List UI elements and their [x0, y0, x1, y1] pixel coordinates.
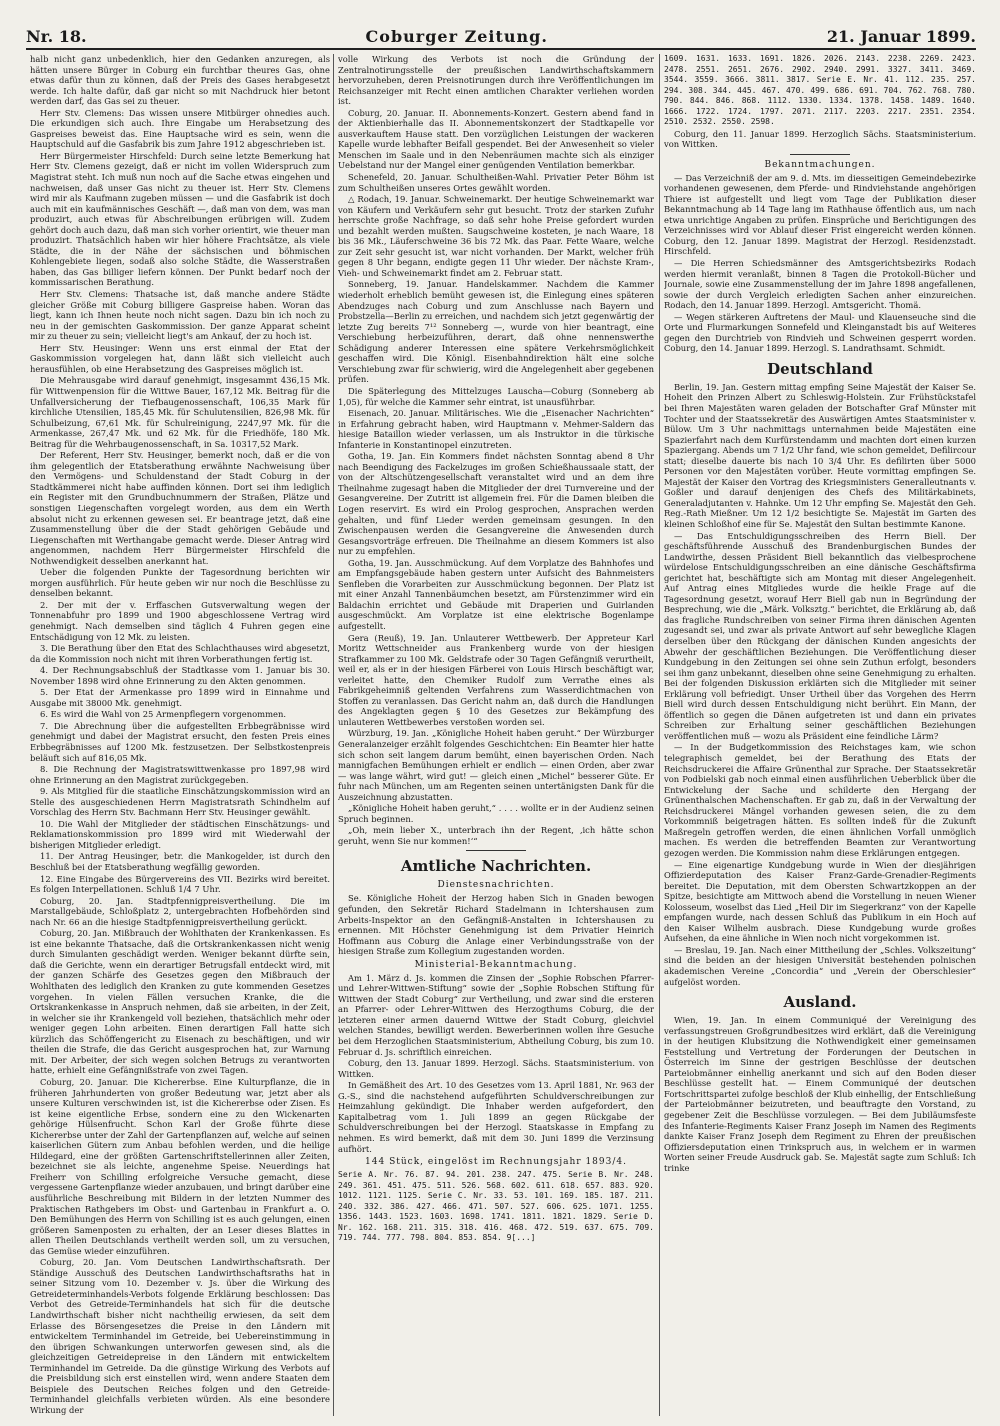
sub-heading: Dienstesnachrichten.: [437, 880, 555, 891]
news-item: △ Rodach, 19. Januar. Schweinemarkt. Der heutige Schweinemarkt war von Käufern und Verkäufern sehr gut besucht. Trotz der starken Zufuhr herrschte große Nachfrage, so daß sehr hohe Preise gefordert wurden und bezahlt werden mußten. Saugschweine kosteten, je nach Waare, 18 bis 36 Mk., Läuferschweine 36 bis 72 Mk. das Paar. Fette Waare, welche zur Zeit sehr gesucht ist, war nicht vorhanden. Der Markt, welcher früh gegen 8 Uhr begann, endigte gegen 11 Uhr wieder. Der nächste Kram-, Vieh- und Schweinemarkt findet am 2. Februar statt.: [338, 194, 654, 278]
news-item: Coburg, 20. Januar. Die Kichererbse. Eine Kulturpflanze, die in früheren Jahrhunderten von großer Bedeutung war, jetzt aber als unsere Kulturen verschwinden ist, ist die Kichererbse oder Zisen. Es ist keine eigentliche Erbse, sondern eine zu den Wickenarten gehörige Hülsenfrucht. Schon Karl der Große führte diese Kichererbse unter der Zahl der Gartenpflanzen auf, welche auf seinen kaiserlichen Gütern zum Anbau befohlen werden, und die heilige Hildegard, eine der größten Gartenschriftstellerinnen aller Zeiten, bezeichnet sie als leichte, angenehme Speise. Neuerdings hat Freiherr von Schilling erfolgreiche Versuche gemacht, diese vergessene Gartenpflanze wieder anzubauen, und bringt darüber eine ausführliche Beschreibung mit Bildern in der letzten Nummer des Praktischen Rathgebers im Obst- und Gartenbau in Frankfurt a. O. Den Bemühungen des Herrn von Schilling ist es auch gelungen, einen größeren Samenposten zu erhalten, der an Leser dieses Blattes in allen Theilen Deutschlands vertheilt werden soll, um zu versuchen, das Gemüse wieder einzuführen.: [30, 1076, 330, 1256]
article-paragraph: Herr Bürgermeister Hirschfeld: Durch seine letzte Bemerkung hat Herr Stv. Clemens gezeigt, daß er nicht im vollen Widerspruch zum Magistrat steht. Ich muß nun noch auf die Sache etwas eingehen und nachweisen, daß unser Gas nicht zu theuer ist. Herr Stv. Clemens wird mir als Kaufmann zugeben müssen — und die Gasfabrik ist doch auch mit ein kaufmännisches Geschäft —, daß man von dem, was man produzirt, auch etwas für Abschreibungen erübrigen will. Zudem gehört doch auch dazu, daß man sich vorher orientirt, wie theuer man produzirt. Thatsächlich haben wir hier höhere Frachtsätze, als viele Städte, die in der Nähe der sächsischen und böhmischen Kohlengebiete liegen, sodaß also solche Städte, die Wasserstraßen haben, das Gas billiger liefern können. Der Punkt bedarf noch der kommissarischen Berathung.: [30, 150, 330, 288]
signature-line: Coburg, den 11. Januar 1899. Herzoglich Sächs. Staatsministerium. von Wittken.: [664, 128, 976, 150]
agenda-item: 8. Die Rechnung der Magistratswittwenkasse pro 1897,98 wird ohne Erinnerung an den Magistrat zurückgegeben.: [30, 764, 330, 785]
agenda-item: 7. Die Abrechnung über die aufgestellten Erbbegräbnisse wird genehmigt und dabei der Magistrat ersucht, den festen Preis eines Erbbegräbnisses auf 1200 Mk. festzusetzen. Der Selbstkostenpreis beläuft sich auf 816,05 Mk.: [30, 720, 330, 763]
news-item: Berlin, 19. Jan. Gestern mittag empfing Seine Majestät der Kaiser Se. Hoheit den Prinzen Albert zu Schleswig-Holstein. Zur Frühstückstafel bei Ihren Majestäten waren geladen der Botschafter Graf Münster mit Tochter und der Staatssekretär des Auswärtigen Amtes Staatsminister v. Bülow. Um 3 Uhr nachmittags unternahmen beide Majestäten eine Spazierfahrt nach dem Kurfürstendamm und machten dort einen kurzen Spaziergang. Abends um 7 1/2 Uhr fand, wie schon gemeldet, Defilircour statt; dieselbe dauerte bis nach 10 3/4 Uhr. Es defilirten über 5000 Personen vor den Majestäten vorüber. Heute vormittag empfingen Se. Majestät der Kaiser den Vortrag des Kriegsministers Generalleutnants v. Goßler und darauf denjenigen des Chefs des Militärkabinets, Generaladjutanten v. Hahnke. Um 12 Uhr empfing Se. Majestät den Geh. Reg.-Rath Mießner. Um 12 1/2 besichtigte Se. Majestät im Garten des kleinen Schloßhof eine für Se. Majestät den Sultan bestimmte Kanone.: [664, 381, 976, 529]
official-notice: Se. Königliche Hoheit der Herzog haben Sich in Gnaden bewogen gefunden, den Sekretär Richard Stadelmann in Ichtershausen zum Arbeits-Inspektor an den Gefängniß-Anstalten in Ichtershausen zu ernennen. Mit Höchster Genehmigung ist dem Privatier Heinrich Hoffmann aus Coburg die Anlage einer Verbindungsstraße von der hiesigen Straße zum Kollegium zugestanden worden.: [338, 893, 654, 957]
sub-heading: 144 Stück, eingelöst im Rechnungsjahr 1893/4.: [365, 1157, 627, 1168]
news-item: Coburg, 20. Jan. Stadtpfennigpreisvertheilung. Die im Marstallgebäude, Schloßplatz 2, untergebrachten Hofbehörden sind nach Nr. 66 an die hiesige Stadtpfennigpreisvertheilung gerückt.: [30, 895, 330, 927]
article-paragraph: Die Mehrausgabe wird darauf genehmigt, insgesammt 436,15 Mk. für Wittwenpension für die Wittwe Bauer, 167,12 Mk. Beitrag für die Unfallversicherung der Tiefbaugenossenschaft, 106,35 Mark für kirchliche Utensilien, 185,45 Mk. für Schulutensilien, 826,98 Mk. für Schulbeizung, 67,61 Mk. für Schulreinigung, 2247,97 Mk. für die Armenkasse, 267,47 Mk. und 62 Mk. für die Friedhöfe, 180 Mk. Beitrag für die Wehrbaugenossenschaft, in Sa. 10317,52 Mark.: [30, 375, 330, 449]
article-paragraph: Herr Stv. Heusinger: Wenn uns erst einmal der Etat der Gaskommission vorgelegen hat, dann läßt sich vielleicht auch herausfühlen, ob eine Herabsetzung des Gaspreises möglich ist.: [30, 342, 330, 374]
article-paragraph: halb nicht ganz unbedenklich, hier den Gedanken anzuregen, als hätten unsere Bürger in Coburg ein furchtbar theures Gas, ohne etwas dafür thun zu können, daß der Preis des Gases herabgesetzt werde. Ich halte dafür, daß gar nicht so mit Nachdruck hier betont werden darf, das Gas sei zu theuer.: [30, 54, 330, 107]
column-2: [338, 54, 654, 1416]
sub-heading: Bekanntmachungen.: [764, 159, 876, 170]
official-notice: Coburg, den 13. Januar 1899. Herzogl. Sächs. Staatsministerium. von Wittken.: [338, 1058, 654, 1079]
column-divider: [333, 54, 334, 1416]
agenda-item: 10. Die Wahl der Mitglieder der städtischen Einschätzungs- und Reklamationskommission pro 1899 wird mit Wiederwahl der bisherigen Mitglieder erledigt.: [30, 818, 330, 850]
news-item: Schenefeld, 20. Januar. Schultheißen-Wahl. Privatier Peter Böhm ist zum Schultheißen unseres Ortes gewählt worden.: [338, 172, 654, 193]
issue-number: Nr. 18.: [26, 27, 87, 46]
official-notice: — Die Herren Schiedsmänner des Amtsgerichtsbezirks Rodach werden hiermit veranlaßt, binnen 8 Tagen die Protokoll-Bücher und Journale, sowie eine Zusammenstellung der im Jahre 1898 angefallenen, sowie der durch Vergleich erledigten Sachen anher einzureichen. Rodach, den 14. Januar 1899. Herzogl. Amtsgericht. Thomä.: [664, 257, 976, 311]
article-paragraph: Herr Stv. Clemens: Thatsache ist, daß manche andere Städte gleicher Größe mit Coburg billigere Gaspreise haben. Woran das liegt, kann ich Ihnen heute noch nicht sagen. Dazu bin ich noch zu neu in der gemischten Gaskommission. Der ganze Apparat scheint mir zu theuer zu sein; vielleicht liegt's am Ankauf, der zu hoch ist.: [30, 289, 330, 342]
official-notice: In Gemäßheit des Art. 10 des Gesetzes vom 13. April 1881, Nr. 963 der G.-S., sind die nachstehend aufgeführten Schuldverschreibungen zur Heimzahlung gekündigt. Die Inhaber werden aufgefordert, den Kapitalbetrag vom 1. Juli 1899 an gegen Rückgabe der Schuldverschreibungen bei der Herzogl. Staatskasse in Empfang zu nehmen. Es wird bemerkt, daß mit dem 30. Juni 1899 die Verzinsung aufhört.: [338, 1080, 654, 1154]
separator: [790, 154, 850, 155]
sub-heading: Ministerial-Bekanntmachung.: [414, 959, 578, 970]
news-item: Eisenach, 20. Januar. Militärisches. Wie die „Eisenacher Nachrichten“ in Erfahrung gebracht haben, wird Hauptmann v. Mehmer-Saldern das hiesige Bataillon wieder verlassen, um als Instruktor in die türkische Infanterie in Konstantinopel einzutreten.: [338, 408, 654, 450]
official-notice: — Wegen stärkeren Auftretens der Maul- und Klauenseuche sind die Orte und Flurmarkungen Sonnefeld und Kleinganstadt bis auf Weiteres gegen den Durchtrieb von Rindvieh und Schweinen gesperrt worden. Coburg, den 14. Januar 1899. Herzogl. S. Landrathsamt. Schmidt.: [664, 311, 976, 354]
news-item: Gera (Reuß), 19. Jan. Unlauterer Wettbewerb. Der Appreteur Karl Moritz Wettschneider aus Frankenberg wurde von der hiesigen Strafkammer zu 100 Mk. Geldstrafe oder 30 Tagen Gefängniß verurtheilt, weil er, als er in der hiesigen Färberei von Louis Hirsch beschäftigt war, verleitet hatte, den Chemiker Rudolf zum Verrathe eines als Fabrikgeheimniß geltenden Verfahrens zum Wasserdichtmachen von Stoffen zu veranlassen. Das Gericht nahm an, daß durch die Handlungen des Angeklagten gegen § 10 des Gesetzes zur Bekämpfung des unlauteren Wettbewerbes verstoßen worden sei.: [338, 632, 654, 727]
issue-date: 21. Januar 1899.: [826, 27, 976, 46]
agenda-item: 12. Eine Eingabe des Bürgervereins des VII. Bezirks wird bereitet. Es folgen Interpellationen. Schluß 1/4 7 Uhr.: [30, 873, 330, 895]
agenda-item: 9. Als Mitglied für die staatliche Einschätzungskommission wird an Stelle des ausgeschiedenen Herrn Magistratsrath Schindhelm auf Vorschlag des Herrn Stv. Bachmann Herr Stv. Heusinger gewählt.: [30, 786, 330, 818]
section-heading: Ausland.: [783, 993, 857, 1012]
number-list: Serie A. Nr. 76. 87. 94. 201. 238. 247. 475. Serie B. Nr. 248. 249. 361. 451. 475. 511. 526. 568. 602. 611. 618. 657. 883. 920. 1012. 1121. 1125. Serie C. Nr. 33. 53. 101. 169. 185. 187. 211. 240. 332. 386. 427. 466. 471. 507. 527. 606. 625. 1071. 1255. 1356. 1443. 1523. 1603. 1698. 1741. 1811. 1821. 1829. Serie D. Nr. 162. 168. 211. 315. 318. 416. 468. 472. 519. 637. 675. 709. 719. 744. 777. 798. 804. 853. 854. 9[...]: [338, 1170, 654, 1243]
article-paragraph: Herr Stv. Clemens: Das wissen unsere Mitbürger ohnedies auch. Die erkundigen sich auch. Ihre Eingabe um Herabsetzung des Gaspreises beweist das. Eine Hauptsache wird es sein, wenn die Hauptschuld auf die Gasfabrik bis zum Jahre 1912 abgeschrieben ist.: [30, 107, 330, 150]
article-paragraph: Ueber die folgenden Punkte der Tagesordnung berichten wir morgen ausführlich. Für heute geben wir nur noch die Beschlüsse zu denselben bekannt.: [30, 567, 330, 599]
agenda-item: 5. Der Etat der Armenkasse pro 1899 wird in Einnahme und Ausgabe mit 38000 Mk. genehmigt.: [30, 687, 330, 708]
number-list: 1609. 1631. 1633. 1691. 1826. 2026. 2143. 2238. 2269. 2423. 2478. 2551. 2651. 2676. 2902. 2940. 2991. 3327. 3411. 3469. 3544. 3559. 3666. 3811. 3817. Serie E. Nr. 41. 112. 235. 257. 294. 308. 344. 445. 467. 470. 499. 686. 691. 704. 762. 768. 780. 790. 844. 846. 868. 1112. 1330. 1334. 1378. 1458. 1489. 1640. 1666. 1722. 1724. 1797. 2071. 2117. 2203. 2217. 2351. 2354. 2510. 2532. 2550. 2598.: [664, 54, 976, 126]
news-item: Gotha, 19. Jan. Ausschmückung. Auf dem Vorplatze des Bahnhofes und am Empfangsgebäude haben gestern unter Aufsicht des Bahnmeisters Senfleben die Vorarbeiten zur Ausschmückung begonnen. Der Platz ist mit einer Anzahl Tannenbäumchen besetzt, am Fürstenzimmer wird ein Baldachin errichtet und Gebäude mit Draperien und Guirlanden ausgeschmückt. Am Vorplatze ist eine elektrische Bogenlampe aufgestellt.: [338, 557, 654, 631]
article-paragraph: volle Wirkung des Verbots ist noch die Gründung der Zentralnotirungsstelle der preußischen Landwirthschaftskammern hervorzuheben, deren Preisnotirungen durch ihre Veröffentlichungen im Reichsanzeiger mit Recht einen amtlichen Charakter verliehen worden ist.: [338, 54, 654, 107]
news-item: Coburg, 20. Januar. II. Abonnements-Konzert. Gestern abend fand in der Aktienbierhalle das II. Abonnementskonzert der Stadtkapelle vor ausverkauftem Hause statt. Den vorzüglichen Leistungen der wackeren Kapelle wurde lebhafter Beifall gespendet. Bei der Anwesenheit so vieler Menschen im Saale und in den Nebenräumen machte sich als einziger Uebelstand nur der Mangel einer genügenden Ventilation bemerkbar.: [338, 107, 654, 171]
masthead: [26, 22, 976, 50]
agenda-item: 6. Es wird die Wahl von 25 Armenpflegern vorgenommen.: [40, 709, 287, 720]
agenda-item: 2. Der mit der v. Erffaschen Gutsverwaltung wegen der Tonnenabfuhr pro 1899 und 1900 abgeschlossene Vertrag wird genehmigt. Nach demselben sind täglich 4 Fuhren gegen eine Entschädigung von 12 Mk. zu leisten.: [30, 599, 330, 642]
agenda-item: 4. Der Rechnungsabschluß der Stadtkasse vom 1. Januar bis 30. November 1898 wird ohne Erinnerung zu den Akten genommen.: [30, 665, 330, 686]
column-3: [664, 54, 976, 1416]
news-item: Sonneberg, 19. Januar. Handelskammer. Nachdem die Kammer wiederholt erheblich bemüht gewesen ist, die Einlegung eines späteren Abendzuges nach Coburg und zum Anschlusse nach Bayern und Probstzella—Berlin zu erreichen, und nachdem sich jetzt gegenwärtig der letzte Zug bereits 7¹² Sonneberg —, wurde von hier beantragt, eine Verschiebung herbeizuführen, derart, daß ohne nennenswerthe Schädigung anderer Interessen eine spätere Verkehrsmöglichkeit geschaffen wird. Die Königl. Eisenbahndirektion hält eine solche Verschiebung zwar für schwierig, wird die Angelegenheit aber gegebenen prüfen.: [338, 279, 654, 385]
news-item: Wien, 19. Jan. In einem Communiqué der Vereinigung des verfassungstreuen Großgrundbesitzes wird erklärt, daß die Vereinigung in der heutigen Klubsitzung die Nothwendigkeit einer gemeinsamen Feststellung und Vertretung der Forderungen der Deutschen in Österreich im Sinne der gestrigen Beschlüsse der deutschen Parteiobmänner einhellig anerkannt und sich auf den Boden dieser Beschlüsse gestellt hat. — Einem Communiqué der deutschen Fortschrittspartei zufolge beschloß der Klub einhellig, der Entschließung der Parteiobmänner beizutreten, und beauftragte den Vorstand, zu gegebener Zeit die Beschlüsse vorzulegen. — Bei dem Jubiläumsfeste des Infanterie-Regiments Kaiser Franz Joseph im Namen des Regiments dankte Kaiser Franz Joseph dem Regiment zu Ehren der preußischen Offiziersdeputation einen Trinkspruch aus, in welchem er in warmen Worten seiner Freude Ausdruck gab. Se. Majestät sagte zum Schluß: Ich trinke: [664, 1015, 976, 1173]
news-item: „Königliche Hoheit haben geruht,“ . . . . wollte er in der Audienz seinen Spruch beginnen.: [338, 803, 654, 824]
separator: [466, 850, 526, 851]
news-item: — In der Budgetkommission des Reichstages kam, wie schon telegraphisch gemeldet, bei der Berathung des Etats der Reichsdruckerei die Affaire Grünenthal zur Sprache. Der Staatssekretär von Podbielski gab noch einmal einen ausführlichen Ueberblick über die Entwickelung der Sache und schilderte den Hergang der Grünenthalschen Machenschaften. Er gab zu, daß in der Verwaltung der Reichsdruckerei Mängel vorhanden gewesen seien, die zu dem Vorkommniß beigetragen hätten. Es sollten indeß für die Zukunft Maßregeln getroffen werden, die einen ähnlichen Vorfall unmöglich machen. Es werden die betreffenden Beamten zur Verantwortung gezogen werden. Die Kommission nahm diese Erklärungen entgegen.: [664, 742, 976, 858]
agenda-item: 11. Der Antrag Heusinger, betr. die Mankogelder, ist durch den Beschluß bei der Etatsberathung wegfällig geworden.: [30, 851, 330, 873]
section-heading: Amtliche Nachrichten.: [400, 857, 592, 876]
section-heading: Deutschland: [767, 359, 873, 378]
official-notice: Am 1. März d. Js. kommen die Zinsen der „Sophie Robschen Pfarrer- und Lehrer-Wittwen-Stiftung“ sowie der „Sophie Robschen Stiftung für Wittwen der Stadt Coburg“ zur Vertheilung, und zwar sind die ersteren an Pfarrer- oder Lehrer-Wittwen des Herzogthums Coburg, die der letzteren einer armen dauernd Wittwe der Stadt Coburg, gleichviel welchen Standes, bewilligt werden. Bewerberinnen wollen ihre Gesuche bei dem Herzoglichen Staatsministerium, Abtheilung Coburg, bis zum 10. Februar d. Js. schriftlich einreichen.: [338, 972, 654, 1057]
column-1: [30, 54, 330, 1416]
news-item: Die Späterlegung des Mittelzuges Lauscha—Coburg (Sonneberg ab 1,05), für welche die Kammer sehr eintrat, ist unausführbar.: [338, 385, 654, 407]
column-divider: [659, 54, 660, 1416]
news-item: — Eine eigenartige Kundgebung wurde in Wien der diesjährigen Offizierdeputation des Kaiser Franz-Garde-Grenadier-Regiments bereitet. Die Deputation, mit dem Obersten Schwartzkoppen an der Spitze, besichtigte am Mittwoch abend die Vorstellung in neuen Wiener Kolosseum, woselbst das Lied „Heil Dir im Siegerkranz“ von der Kapelle empfangen wurde, nach dessen Schluß das Publikum in ein Hoch auf den Kaiser Wilhelm ausbrach. Diese Kundgebung wurde großes Aufsehen, da eine ähnliche in Wien noch nicht vorgekommen ist.: [664, 859, 976, 944]
newspaper-title: Coburger Zeitung.: [365, 27, 548, 46]
news-item: Würzburg, 19. Jan. „Königliche Hoheit haben geruht.“ Der Würzburger Generalanzeiger erzählt folgendes Geschichtchen: Ein Beamter hier hatte sich schon seit langem darum bemüht, einen bayerischen Orden. Nach mannigfachen Bemühungen erhielt er endlich — einen Orden, aber zwar — was lange währt, wird gut! — gleich einen „Michel“ besserer Güte. Er fuhr nach München, um am Regenten seinen untertänigsten Dank für die Auszeichnung abzustatten.: [338, 728, 654, 802]
news-item: — Das Entschuldigungsschreiben des Herrn Biell. Der geschäftsführende Ausschuß des Brandenburgischen Bundes der Landwirthe, dessen Präsident Biell bekanntlich das vielbesprochene würdelose Entschuldigungsschreiben an eine dänische Geschäftsfirma gerichtet hat, beschäftigte sich am Montag mit dieser Angelegenheit. Auf Antrag eines Mitgliedes wurde die heikle Frage auf die Tagesordnung gesetzt, worauf Herr Biell gab nun in Begründung der Besprechung, wie die „Märk. Volksztg.“ berichtet, die Erklärung ab, daß das fragliche Rundschreiben von seiner Firma ihren dänischen Agenten zugesandt sei, und zwar als private Antwort auf sehr bewegliche Klagen derselben über den Rückgang der dänischen Kunden angesichts der Abwehr der geschäftlichen Beziehungen. Die Veröffentlichung dieser Kundgebung in den Zeitungen sei ohne sein Zuthun erfolgt, besonders sei ihm ganz unbekannt, dieselben ohne seine Genehmigung zu erhalten. Bei der folgenden Diskussion erklärten sich die Mitglieder mit seiner Erklärung voll befriedigt. Unser Urtheil über das Vorgehen des Herrn Biell wird durch dessen Entschuldigung nicht berührt. Ein Mann, der öffentlich so gegen die Dänen aufgetreten ist und dann ein privates Schreiben zur Erhaltung seiner geschäftlichen Beziehungen veröffentlichen muß — wozu als Präsident eine feindliche Lärm?: [664, 530, 976, 741]
agenda-item: 3. Die Berathung über den Etat des Schlachthauses wird abgesetzt, da die Kommission noch nicht mit ihren Vorberathungen fertig ist.: [30, 643, 330, 664]
news-item: Gotha, 19. Jan. Ein Kommers findet nächsten Sonntag abend 8 Uhr nach Beendigung des Fackelzuges im großen Schießhaussaale statt, der von der Altschützengesellschaft veranstaltet wird und an dem ihre Theilnahme zugesagt haben die Mitglieder der drei Turnvereine und der Gesangvereine. Der Zutritt ist allgemein frei. Für die Damen bleiben die Logen reservirt. Es wird ein Prolog gesprochen, Ansprachen werden gehalten, und fünf Lieder werden gemeinsam gesungen. In den Zwischenpausen werden die Gesangvereine die Anwesenden durch Gesangsvorträge erfreuen. Die Theilnahme an diesem Kommers ist also nur zu empfehlen.: [338, 451, 654, 557]
news-item: „Oh, mein lieber X., unterbrach ihn der Regent, ‚ich hätte schon geruht, wenn Sie nur kommen!‘“: [338, 825, 654, 846]
news-item: Coburg, 20. Jan. Mißbrauch der Wohlthaten der Krankenkassen. Es ist eine bekannte Thatsache, daß die Ortskrankenkassen nicht wenig durch Simulanten geschädigt werden. Weniger bekannt dürfte sein, daß die Gerichte, wenn ein derartiger Betrugsfall entdeckt wird, mit der ganzen Schärfe des Gesetzes gegen den Mißbrauch der Wohlthaten des lediglich den Kranken zu gute kommenden Gesetzes vorgehen. In vielen Fällen versuchen Kranke, die die Ortskrankenkasse in Anspruch nehmen, daß sie arbeiten, in der Zeit, in welcher sie ihr Krankengeld voll beziehen, thatsächlich mehr oder weniger gegen Lohn arbeiten. Einen derartigen Fall hatte sich kürzlich das Schöffengericht zu Eisenach zu beschäftigen, und wir theilen die Strafe, die das Gericht ausgesprochen hat, zur Warnung mit. Der Arbeiter, der sich wegen solchen Betrugs zu verantworten hatte, erhielt eine Gefängnißstrafe von zwei Tagen.: [30, 928, 330, 1076]
article-paragraph: Der Referent, Herr Stv. Heusinger, bemerkt noch, daß er die von ihm gelegentlich der Etatsberathung erwähnte Nachweisung über den Vermögens- und Schuldenstand der Stadt Coburg in der Stadtkämmerei nicht habe auffinden können. Dort sei ihm lediglich ein Register mit den Grundbuchnummern der Straßen, Plätze und sonstigen Liegenschaften vorgelegt worden, aus dem ein Werth absolut nicht zu erkennen gewesen sei. Er beantrage jetzt, daß eine Zusammenstellung über die der Stadt gehörigen Gebäude und Liegenschaften mit Werthangabe gemacht werde. Dieser Antrag wird angenommen, nachdem Herr Bürgermeister Hirschfeld die Nothwendigkeit desselben anerkannt hat.: [30, 450, 330, 566]
news-item: — Breslau, 19. Jan. Nach einer Mittheilung der „Schles. Volkszeitung“ sind die beiden an der hiesigen Universität bestehenden polnischen akademischen Vereine „Concordia“ und „Verein der Oberschlesier“ aufgelöst worden.: [664, 944, 976, 987]
official-notice: — Das Verzeichniß der am 9. d. Mts. im diesseitigen Gemeindebezirke vorhandenen gewesenen, dem Pferde- und Rindviehstande angehörigen Thiere ist aufgestellt und liegt vom Tage der Publikation dieser Bekanntmachung ab 14 Tage lang im Rathhause öffentlich aus, um nach etwa unrichtige Angaben zu prüfen. Einsprüche und Berichtigungen des Verzeichnisses wird vor Ablauf dieser Frist eingereicht werden können. Coburg, den 12. Januar 1899. Magistrat der Herzogl. Residenzstadt. Hirschfeld.: [664, 172, 976, 257]
news-item: Coburg, 20. Jan. Vom Deutschen Landwirthschaftsrath. Der Ständige Ausschuß des Deutschen Landwirthschaftsraths hat in seiner Sitzung vom 10. Dezember v. Js. über die Wirkung des Getreideterminhandels-Verbots folgende Erklärung beschlossen: Das Verbot des Getreide-Terminhandels hat sich für die deutsche Landwirthschaft bisher nicht nachtheilig erwiesen, da seit dem Erlasse des Börsengesetzes die Preise in den Ländern mit entwickeltem Terminhandel im Getreide, bei Uebereinstimmung in den übrigen Schwankungen unterworfen gewesen sind, als die gleichzeitigen Getreidepreise in den Ländern mit entwickeltem Terminhandel im Getreide. Da die günstige Wirkung des Verbots auf die Preisbildung sich erst einstellen wird, wenn andere Staaten dem Beispiele des Deutschen Reiches folgen und den Getreide-Terminhandel gleichfalls verbieten würden. Als eine besondere Wirkung der: [30, 1257, 330, 1415]
